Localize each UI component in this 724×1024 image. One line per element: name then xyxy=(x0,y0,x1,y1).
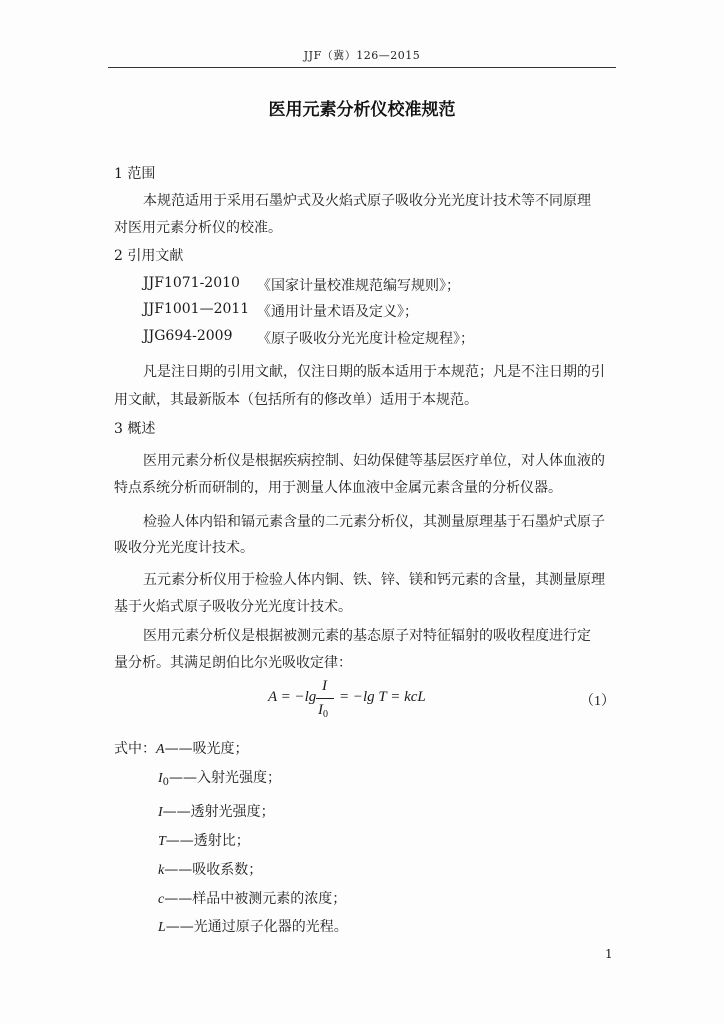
header-rule xyxy=(108,67,616,68)
section-2-heading: 2 引用文献 xyxy=(114,248,184,264)
definition-item: I——透射光强度； xyxy=(158,804,275,820)
reference-code: JJF1071-2010 xyxy=(143,275,240,291)
beer-lambert-formula xyxy=(268,680,528,730)
reference-code: JJF1001—2011 xyxy=(143,301,250,317)
section-3-p2-line-2: 吸收分光光度计技术。 xyxy=(114,540,254,556)
definition-item: c——样品中被测元素的浓度； xyxy=(158,891,347,907)
reference-title: 《通用计量术语及定义》； xyxy=(257,304,418,320)
section-3-heading: 3 概述 xyxy=(114,421,156,437)
equation-number: （1） xyxy=(580,694,615,709)
reference-code: JJG694-2009 xyxy=(143,328,233,344)
reference-title: 《原子吸收分光光度计检定规程》； xyxy=(257,331,474,347)
section-1-paragraph-line-1: 本规范适用于采用石墨炉式及火焰式原子吸收分光光度计技术等不同原理 xyxy=(143,193,591,209)
section-3-p1-line-2: 特点系统分析而研制的，用于测量人体血液中金属元素含量的分析仪器。 xyxy=(114,480,562,496)
section-3-p1-line-1: 医用元素分析仪是根据疾病控制、妇幼保健等基层医疗单位，对人体血液的 xyxy=(143,453,605,469)
section-3-p4-line-2: 量分析。其满足朗伯比尔光吸收定律： xyxy=(114,655,352,671)
document-title: 医用元素分析仪校准规范 xyxy=(268,100,456,120)
section-1-paragraph-line-2: 对医用元素分析仪的校准。 xyxy=(114,220,282,236)
definition-item: $I_0——$入射光强度； xyxy=(158,770,282,788)
section-3-p4-line-1: 医用元素分析仪是根据被测元素的基态原子对特征辐射的吸收程度进行定 xyxy=(143,628,591,644)
formula-rhs: = −lg T = kcL xyxy=(339,689,426,705)
formula-numerator: I xyxy=(322,678,327,694)
reference-note-line-1: 凡是注日期的引用文献，仅注日期的版本适用于本规范；凡是不注日期的引 xyxy=(143,364,605,380)
formula-denominator: $I_0$ xyxy=(318,702,328,720)
fraction-bar xyxy=(316,698,334,699)
definition-item: T——透射比； xyxy=(158,833,250,849)
running-header: JJF（冀）126—2015 xyxy=(303,49,421,62)
definition-item: k——吸收系数； xyxy=(158,862,263,878)
section-3-p3-line-2: 基于火焰式原子吸收分光光度计技术。 xyxy=(114,599,352,615)
definitions-intro: 式中：A——吸光度； xyxy=(114,741,249,757)
section-3-p3-line-1: 五元素分析仪用于检验人体内铜、铁、锌、镁和钙元素的含量，其测量原理 xyxy=(143,572,605,588)
reference-note-line-2: 用文献，其最新版本（包括所有的修改单）适用于本规范。 xyxy=(114,392,478,408)
section-3-p2-line-1: 检验人体内铅和镉元素含量的二元素分析仪，其测量原理基于石墨炉式原子 xyxy=(143,514,605,530)
reference-title: 《国家计量校准规范编写规则》； xyxy=(257,278,460,294)
definition-item: L——光通过原子化器的光程。 xyxy=(158,919,348,935)
page-number: 1 xyxy=(605,947,613,961)
section-1-heading: 1 范围 xyxy=(114,166,156,182)
formula-lhs: A = −lg xyxy=(268,689,317,705)
